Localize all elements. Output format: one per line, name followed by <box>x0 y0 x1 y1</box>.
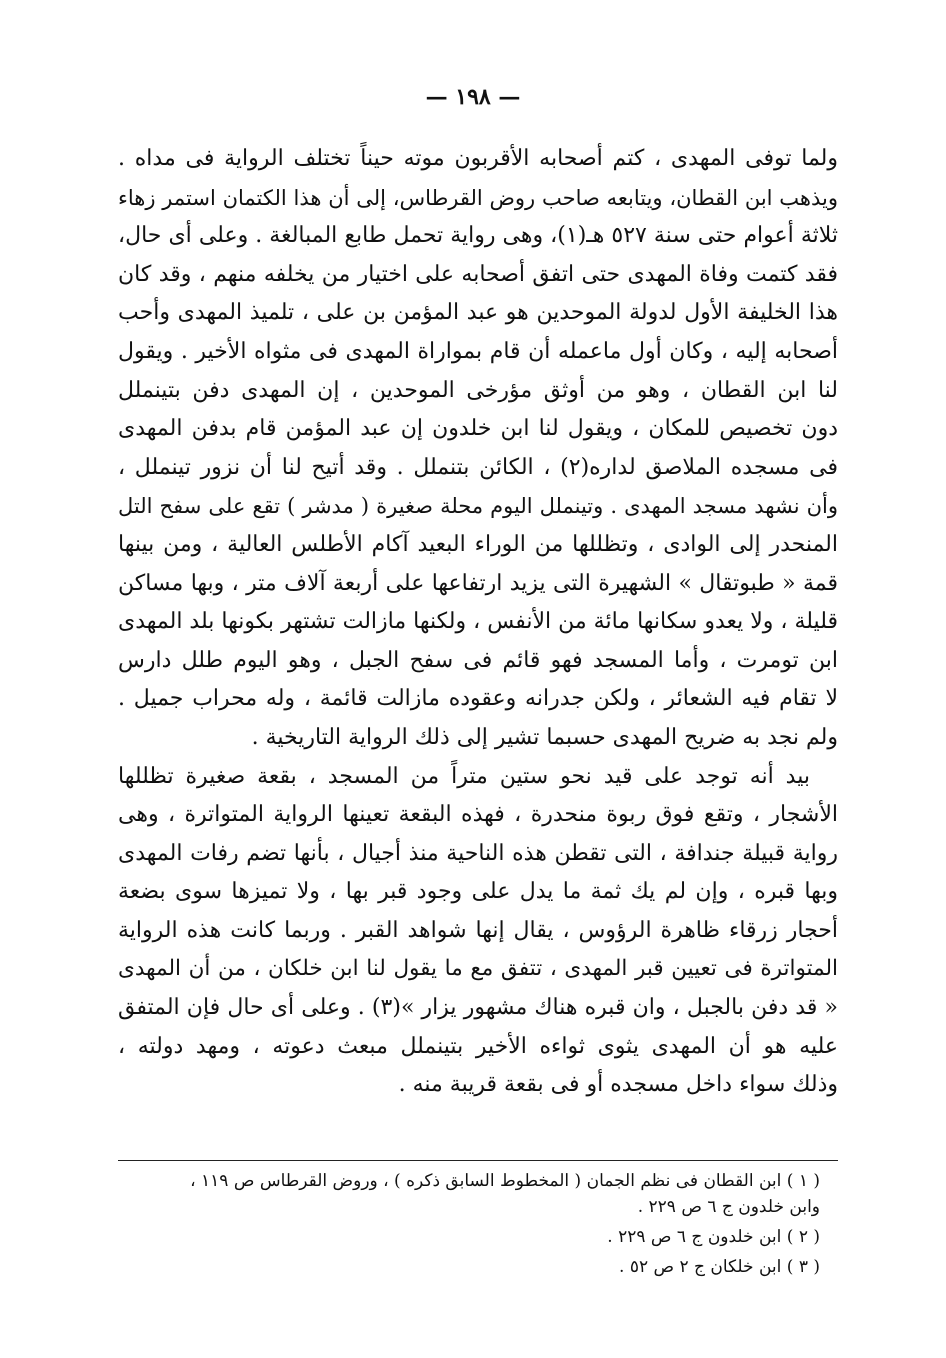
text-line: ثلاثة أعوام حتى سنة ٥٢٧ هـ(١)، وهى رواية تحمل طابع المبالغة . وعلى أى حال، <box>118 223 838 249</box>
paragraph-1 <box>118 140 838 758</box>
text-line: ولما توفى المهدى ، كتم أصحابه الأقربون موته حيناً تختلف الرواية فى مداه . <box>118 146 838 171</box>
text-line: قليلة ، ولا يعدو سكانها مائة من الأنفس ، ولكنها مازالت تشتهر بكونها بلد المهدى <box>118 609 838 635</box>
text-line: بيد أنه توجد على قيد نحو ستين متراً من المسجد ، بقعة صغيرة تظللها <box>118 763 810 789</box>
text-line: دون تخصيص للمكان ، ويقول لنا ابن خلدون إن عبد المؤمن قام بدفن المهدى <box>118 416 838 442</box>
text-line: المتواترة فى تعيين قبر المهدى ، تتفق مع ما يقول لنا ابن خلكان ، من أن المهدى <box>118 956 838 982</box>
text-line: ولم نجد به ضريح المهدى حسبما تشير إلى ذلك الرواية التاريخية . <box>251 724 838 750</box>
text-line: أحجار زرقاء ظاهرة الرؤوس ، يقال إنها شواهد القبر . وربما كانت هذه الرواية <box>118 917 838 943</box>
text-line: فقد كتمت وفاة المهدى حتى اتفق أصحابه على اختيار من يخلفه منهم ، وقد كان <box>118 261 838 287</box>
footnote-divider <box>118 1160 838 1161</box>
text-line: رواية قبيلة جندافة ، التى تقطن هذه الناحية منذ أجيال ، بأنها تضم رفات المهدى <box>118 840 838 866</box>
text-line: قمة « طبوتقال » الشهيرة التى يزيد ارتفاعها على أربعة آلاف متر ، وبها مساكن <box>118 570 838 596</box>
footnote-line: ( ١ ) ابن القطان فى نظم الجمان ( المخطوط السابق ذكره ) ، وروض القرطاس ص ١١٩ ، <box>190 1171 820 1191</box>
text-line: وبها قبره ، وإن لم يك ثمة ما يدل على وجود قبر بها ، ولا تميزها سوى بضعة <box>118 879 838 905</box>
text-line: ابن تومرت ، وأما المسجد فهو قائم فى سفح الجبل ، وهو اليوم طلل دارس <box>118 647 838 673</box>
text-line: عليه هو أن المهدى يثوى ثواءه الأخير بتينملل مبعث دعوته ، ومهد دولته ، <box>118 1033 838 1059</box>
footnote-2 <box>118 1224 820 1250</box>
footnotes <box>118 1168 820 1284</box>
footnote-line: وابن خلدون ج ٦ ص ٢٢٩ . <box>637 1197 820 1217</box>
text-line: أصحابه إليه ، وكان أول ماعمله أن قام بمواراة المهدى فى مثواه الأخير . ويقول <box>118 338 838 364</box>
footnote-3 <box>118 1254 820 1280</box>
text-line: الأشجار ، وتقع فوق ربوة منحدرة ، فهذه البقعة تعينها الرواية المتواترة ، وهى <box>118 802 838 828</box>
text-line: وأن نشهد مسجد المهدى . وتينملل اليوم محلة صغيرة ( مدشر ) تقع على سفح التل <box>118 494 838 519</box>
footnote-1 <box>118 1168 820 1220</box>
footnote-line: ( ٢ ) ابن خلدون ج ٦ ص ٢٢٩ . <box>607 1227 820 1247</box>
text-line: لا تقام فيه الشعائر ، ولكن جدرانه وعقوده مازالت قائمة ، وله محراب جميل . <box>118 686 838 712</box>
main-text <box>118 140 838 1105</box>
text-line: ويذهب ابن القطان، ويتابعه صاحب روض القرطاس، إلى أن هذا الكتمان استمر زهاء <box>118 185 838 210</box>
text-line: المنحدر إلى الوادى ، وتظللها من الوراء البعيد آكام الأطلس العالية ، ومن بينها <box>118 531 838 557</box>
footnote-line: ( ٣ ) ابن خلكان ج ٢ ص ٥٢ . <box>619 1257 820 1277</box>
text-line: هذا الخليفة الأول لدولة الموحدين هو عبد المؤمن بن على ، تلميذ المهدى وأحب <box>118 300 838 326</box>
page-number: — ١٩٨ — <box>425 84 521 110</box>
text-line: وذلك سواء داخل مسجده أو فى بقعة قريبة منه . <box>398 1072 838 1098</box>
text-line: « قد دفن بالجبل ، وان قبره هناك مشهور يزار »(٣) . وعلى أى حال فإن المتفق <box>118 995 838 1021</box>
text-line: لنا ابن القطان ، وهو من أوثق مؤرخى الموحدين ، إن المهدى دفن بتينملل <box>118 377 838 403</box>
paragraph-2 <box>118 758 838 1105</box>
text-line: فى مسجده الملاصق لداره(٢) ، الكائن بتنملل . وقد أتيح لنا أن نزور تينملل ، <box>118 454 838 480</box>
